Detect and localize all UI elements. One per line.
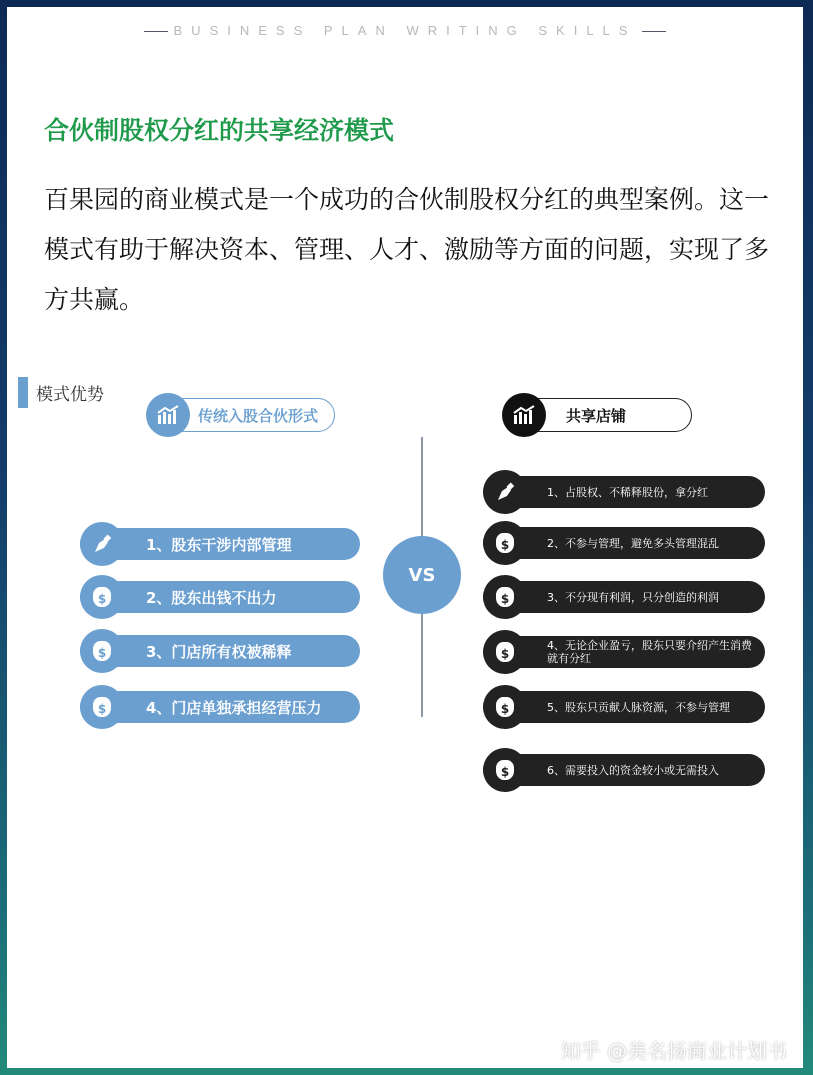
money-bag-icon: $ bbox=[483, 575, 527, 619]
left-item bbox=[80, 691, 360, 723]
money-bag-icon: $ bbox=[80, 685, 124, 729]
tagline: BUSINESS PLAN WRITING SKILLS bbox=[7, 23, 803, 38]
item-label: 1、占股权、不稀释股份，拿分红 bbox=[547, 485, 708, 499]
money-bag-icon: $ bbox=[483, 630, 527, 674]
pen-icon bbox=[483, 470, 527, 514]
page-title: 合伙制股权分红的共享经济模式 bbox=[44, 116, 395, 145]
right-item bbox=[483, 636, 765, 668]
item-label: 2、不参与管理，避免多头管理混乱 bbox=[547, 536, 719, 550]
money-bag-icon: $ bbox=[80, 575, 124, 619]
item-label: 2、股东出钱不出力 bbox=[146, 588, 277, 607]
right-item bbox=[483, 476, 765, 508]
right-item bbox=[483, 581, 765, 613]
left-item bbox=[80, 581, 360, 613]
left-header: 传统入股合伙形式 bbox=[153, 398, 335, 432]
intro-paragraph: 百果园的商业模式是一个成功的合伙制股权分红的典型案例。这一模式有助于解决资本、管理、人才、激励等方面的问题，实现了多方共赢。 bbox=[44, 185, 770, 314]
vs-badge: VS bbox=[383, 536, 461, 614]
money-bag-icon: $ bbox=[80, 629, 124, 673]
right-item bbox=[483, 754, 765, 786]
left-item bbox=[80, 528, 360, 560]
section-marker bbox=[18, 377, 28, 408]
left-item bbox=[80, 635, 360, 667]
chart-growth-icon bbox=[502, 393, 546, 437]
item-label: 6、需要投入的资金较小或无需投入 bbox=[547, 763, 719, 777]
item-label: 3、不分现有利润，只分创造的利润 bbox=[547, 590, 719, 604]
item-label: 4、无论企业盈亏，股东只要介绍产生消费就有分红 bbox=[547, 639, 752, 665]
item-label: 3、门店所有权被稀释 bbox=[146, 642, 292, 661]
page-card bbox=[7, 7, 803, 1068]
right-header: 共享店铺 bbox=[509, 398, 692, 432]
right-item bbox=[483, 691, 765, 723]
money-bag-icon: $ bbox=[483, 521, 527, 565]
pen-icon bbox=[80, 522, 124, 566]
watermark: 知乎 @美名扬商业计划书 bbox=[560, 1039, 787, 1063]
item-label: 1、股东干涉内部管理 bbox=[146, 535, 292, 554]
right-item bbox=[483, 527, 765, 559]
section-title: 模式优势 bbox=[36, 385, 104, 405]
chart-growth-icon bbox=[146, 393, 190, 437]
money-bag-icon: $ bbox=[483, 685, 527, 729]
item-label: 4、门店单独承担经营压力 bbox=[146, 698, 322, 717]
item-label: 5、股东只贡献人脉资源，不参与管理 bbox=[547, 700, 730, 714]
money-bag-icon: $ bbox=[483, 748, 527, 792]
